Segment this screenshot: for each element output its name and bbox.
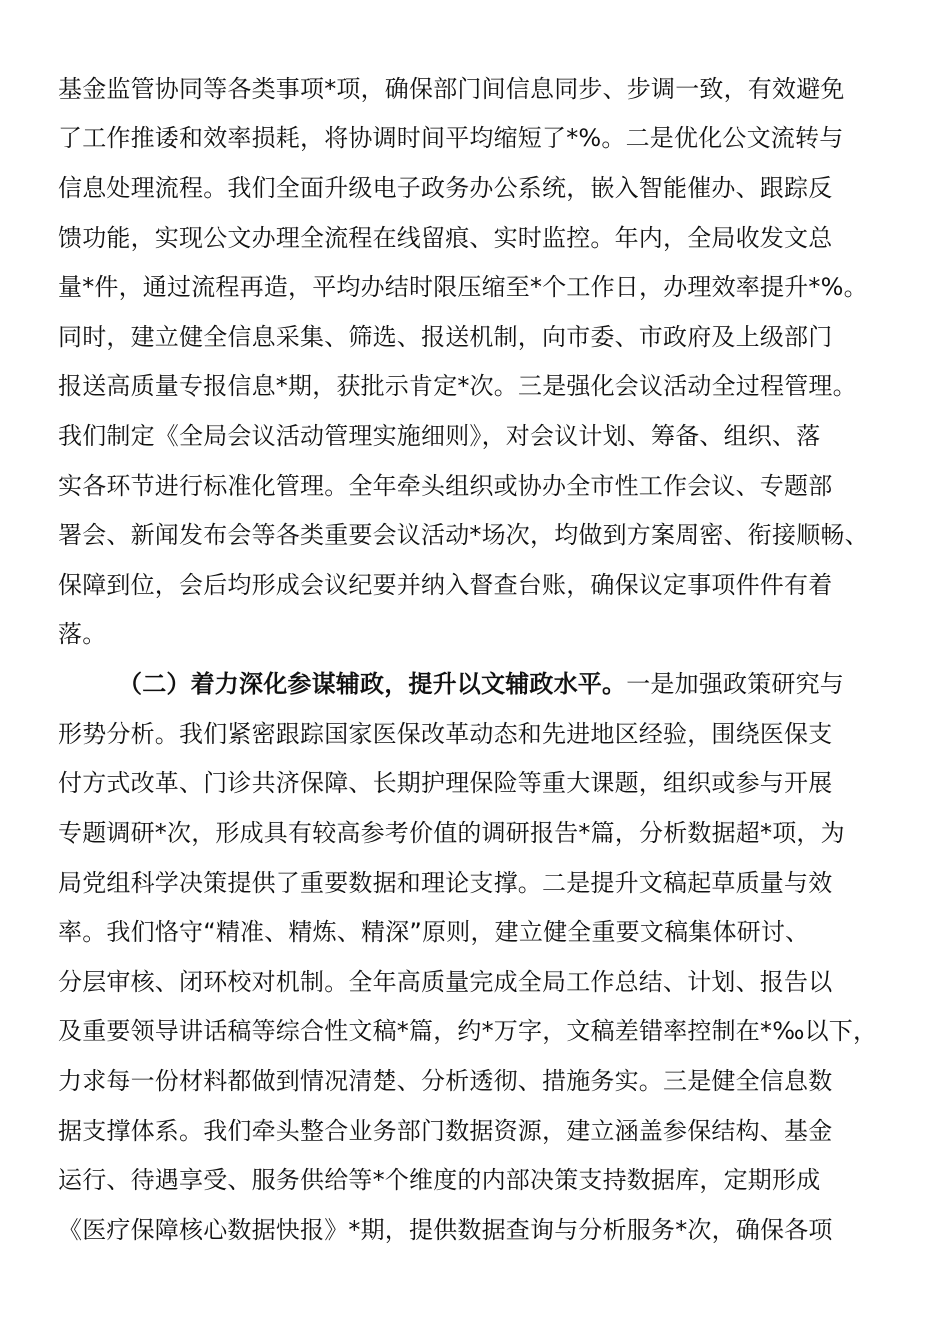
paragraph-line: 馈功能，实现公文办理全流程在线留痕、实时监控。年内，全局收发文总 — [58, 224, 833, 252]
paragraph-line: 专题调研*次，形成具有较高参考价值的调研报告*篇，分析数据超*项，为 — [58, 819, 845, 847]
paragraph-line: 我们制定《全局会议活动管理实施细则》，对会议计划、筹备、组织、落 — [58, 422, 821, 450]
paragraph-line: 同时，建立健全信息采集、筛选、报送机制，向市委、市政府及上级部门 — [58, 323, 833, 351]
paragraph-line: 信息处理流程。我们全面升级电子政务办公系统，嵌入智能催办、跟踪反 — [58, 174, 833, 202]
section-first-line-text: 一是加强政策研究与 — [626, 670, 845, 698]
paragraph-line: 形势分析。我们紧密跟踪国家医保改革动态和先进地区经验，围绕医保支 — [58, 720, 833, 748]
paragraph-line: 报送高质量专报信息*期，获批示肯定*次。三是强化会议活动全过程管理。 — [58, 372, 857, 400]
paragraph-line: 《医疗保障核心数据快报》*期，提供数据查询与分析服务*次，确保各项 — [58, 1216, 833, 1244]
paragraph-line: 保障到位，会后均形成会议纪要并纳入督查台账，确保议定事项件件有着 — [58, 571, 833, 599]
paragraph-line: 据支撑体系。我们牵头整合业务部门数据资源，建立涵盖参保结构、基金 — [58, 1117, 833, 1145]
section-first-line — [118, 664, 844, 704]
section-heading: （二）着力深化参谋辅政，提升以文辅政水平。 — [118, 670, 627, 698]
paragraph-line: 力求每一份材料都做到情况清楚、分析透彻、措施务实。三是健全信息数 — [58, 1067, 833, 1095]
paragraph-line: 量*件，通过流程再造，平均办结时限压缩至*个工作日，办理效率提升*%。 — [58, 273, 868, 301]
paragraph-line: 及重要领导讲话稿等综合性文稿*篇，约*万字，文稿差错率控制在*‰以下， — [58, 1017, 878, 1045]
paragraph-line: 实各环节进行标准化管理。全年牵头组织或协办全市性工作会议、专题部 — [58, 472, 833, 500]
paragraph-line: 基金监管协同等各类事项*项，确保部门间信息同步、步调一致，有效避免 — [58, 75, 845, 103]
paragraph-line: 署会、新闻发布会等各类重要会议活动*场次，均做到方案周密、衔接顺畅、 — [58, 521, 869, 549]
paragraph-line: 付方式改革、门诊共济保障、长期护理保险等重大课题，组织或参与开展 — [58, 769, 833, 797]
paragraph-line: 分层审核、闭环校对机制。全年高质量完成全局工作总结、计划、报告以 — [58, 968, 833, 996]
paragraph-line: 落。 — [58, 620, 107, 648]
paragraph-line: 局党组科学决策提供了重要数据和理论支撑。二是提升文稿起草质量与效 — [58, 869, 833, 897]
paragraph-line: 率。我们恪守“精准、精炼、精深”原则，建立健全重要文稿集体研讨、 — [58, 918, 810, 946]
paragraph-line: 运行、待遇享受、服务供给等*个维度的内部决策支持数据库，定期形成 — [58, 1166, 821, 1194]
paragraph-line: 了工作推诿和效率损耗，将协调时间平均缩短了*%。二是优化公文流转与 — [58, 124, 844, 152]
